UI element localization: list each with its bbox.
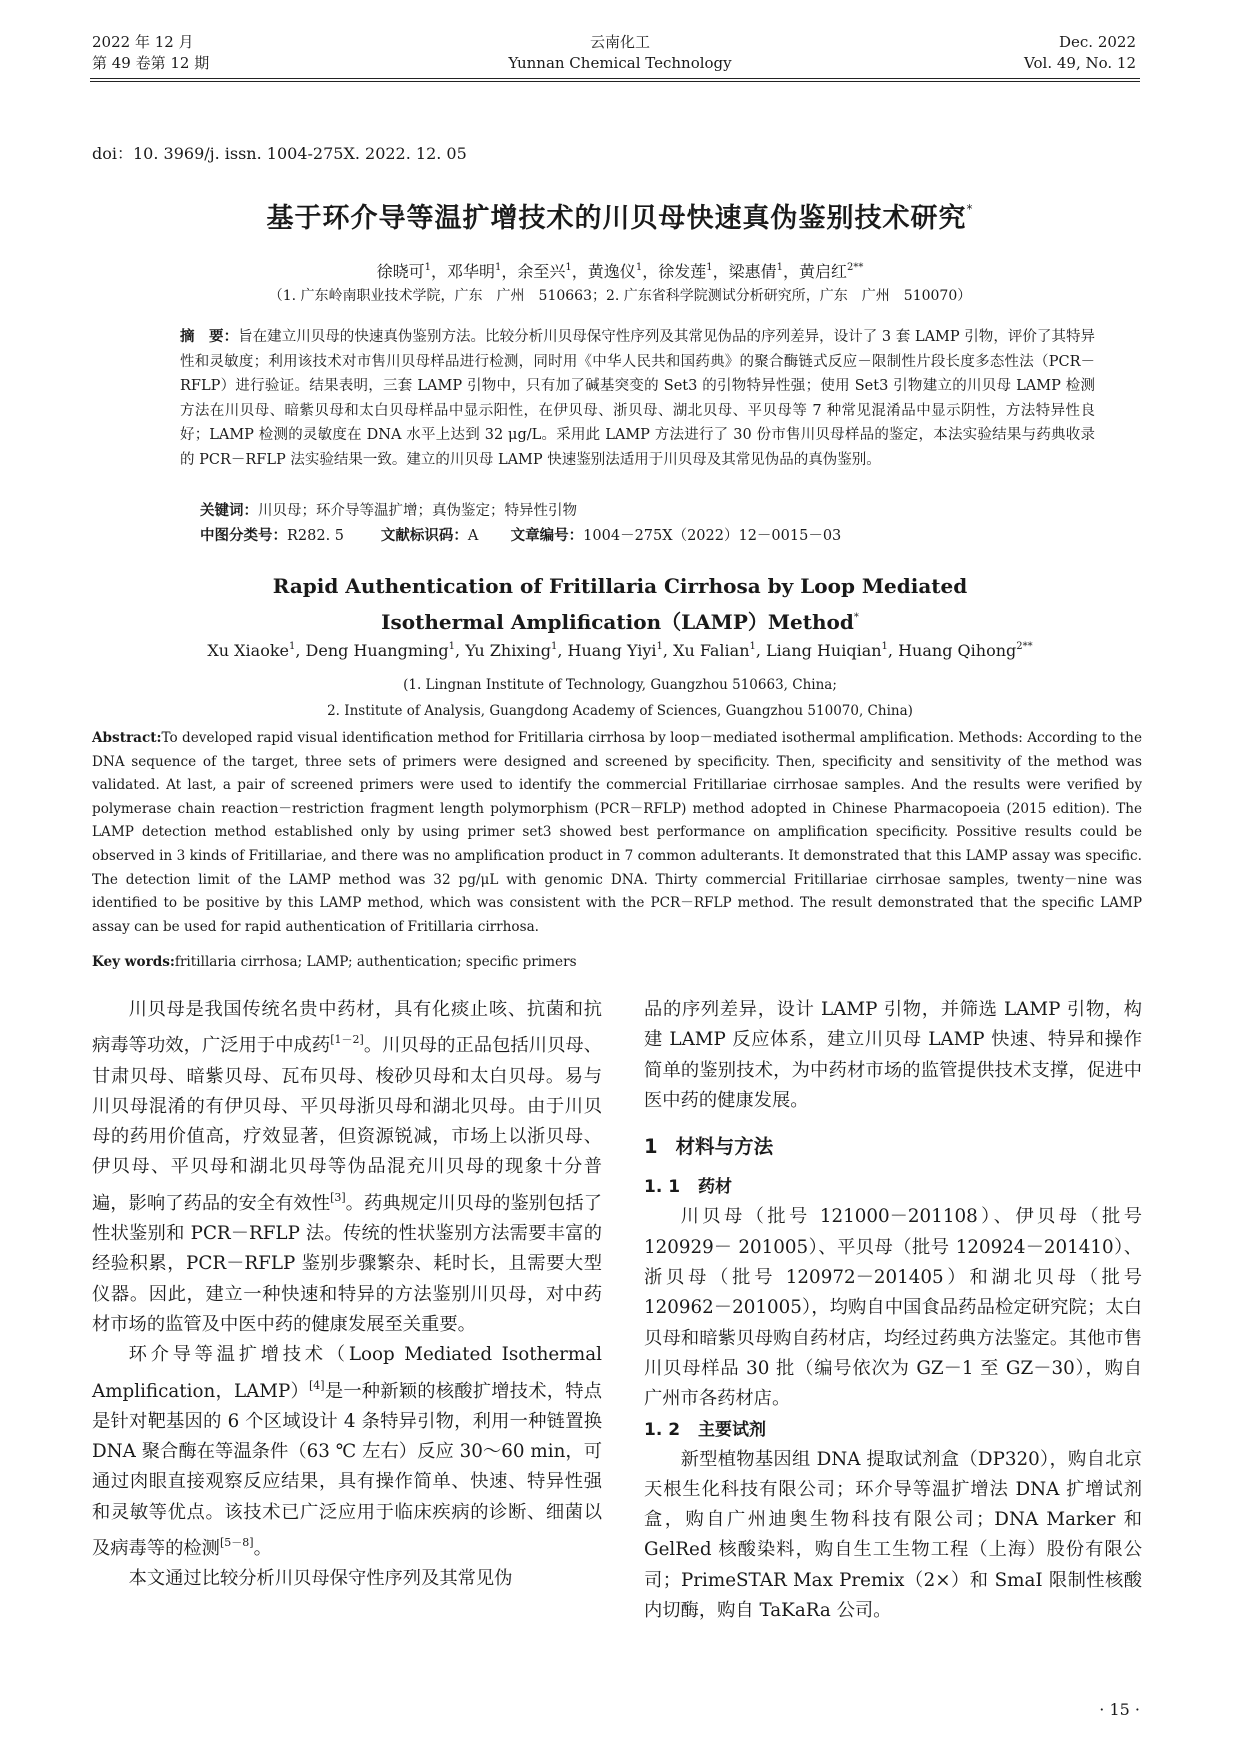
author-list-en: Xu Xiaoke$^1$, Deng Huangming$^1$, Yu Zhixing$^1$, Huang Yiyi$^1$, Xu Falian$^1$, Liang Huiqian$^1$, Huang Qihong$^{2**}$ [207,641,1033,660]
author-affiliation-mark: 1 [776,262,783,273]
page-number: · 15 · [1099,1700,1140,1719]
header-rule-double [90,81,1140,82]
author-affiliation-mark: 2** [847,262,864,273]
author-name: 徐晓可 [376,262,425,281]
author-affiliation-mark: 1 [495,262,502,273]
materials-paragraph: 川贝母（批号 121000－201108）、伊贝母（批号 120929－ 201005）、平贝母（批号 120924－201410）、浙贝母（批号 120972－201405）和湖北贝母（批号 120962－201005），均购自中国食品药品检定研究院；太白贝母和暗紫贝母购自药材店，均经过药典方法鉴定。其他市售川贝母样品 30 批（编号依次为 GZ－1 至 GZ－30），购自广州市各药材店。 [644,1206,1142,1410]
author-name: Liang Huiqian [766,641,882,660]
author-list-cn: 徐晓可$^1$，邓华明$^1$，余至兴$^1$，黄逸仪$^1$，徐发莲$^1$，梁惠倩$^1$，黄启红$^{2**}$ [376,262,864,281]
intro-p1-part-b: 。川贝母的正品包括川贝母、甘肃贝母、暗紫贝母、瓦布贝母、梭砂贝母和太白贝母。易与川贝母混淆的有伊贝母、平贝母浙贝母和湖北贝母。由于川贝母的药用价值高，疗效显著，但资源锐减，市场上以浙贝母、伊贝母、平贝母和湖北贝母等伪品混充川贝母的现象十分普遍，影响了药品的安全有效性 [92,1035,602,1214]
affiliation-en-2: 2. Institute of Analysis, Guangdong Academy of Sciences, Guangzhou 510070, China) [327,703,913,719]
keywords-en-text: fritillaria cirrhosa; LAMP; authentication; specific primers [174,954,577,970]
author-affiliation-mark: 2** [1016,641,1033,652]
author-name: Deng Huangming [305,641,449,660]
intro-p2-part-c: 。 [253,1538,272,1560]
affiliation-en-1: (1. Lingnan Institute of Technology, Guangzhou 510663, China; [403,677,837,693]
subsection-heading-1-2 [644,1415,1142,1445]
classification-line [200,524,1100,548]
author-name: 黄启红 [799,262,848,281]
paper-title-cn [0,196,1240,235]
abstract-cn-text: 旨在建立川贝母的快速真伪鉴别方法。比较分析川贝母保守性序列及其常见伪品的序列差异，设计了 3 套 LAMP 引物，评价了其特异性和灵敏度；利用该技术对市售川贝母样品进行检测，同时用《中华人民共和国药典》的聚合酶链式反应－限制性片段长度多态性法（PCR－RFLP）进行验证。结果表明，三套 LAMP 引物中，只有加了碱基突变的 Set3 的引物特异性强；使用 Set3 引物建立的川贝母 LAMP 检测方法在川贝母、暗紫贝母和太白贝母样品中显示阳性，在伊贝母、浙贝母、湖北贝母、平贝母等 7 种常见混淆品中显示阴性，方法特异性良好；LAMP 检测的灵敏度在 DNA 水平上达到 32 μg/L。采用此 LAMP 方法进行了 30 份市售川贝母样品的鉴定，本法实验结果与药典收录的 PCR－RFLP 法实验结果一致。建立的川贝母 LAMP 快速鉴别法适用于川贝母及其常见伪品的真伪鉴别。 [180,329,1095,468]
subsection-number: 1. 2 [644,1419,681,1440]
journal-name-en: Yunnan Chemical Technology [508,54,732,72]
reagents-paragraph: 新型植物基因组 DNA 提取试剂盒（DP320），购自北京天根生化科技有限公司；环介导等温扩增法 DNA 扩增试剂盒，购自广州迪奥生物科技有限公司；DNA Marker 和 GelRed 核酸染料，购自生工生物工程（上海）股份有限公司；PrimeSTAR Max Premix（2×）和 SmaI 限制性核酸内切酶，购自 TaKaRa 公司。 [644,1448,1142,1622]
author-affiliation-mark: 1 [565,262,572,273]
abstract-en-label: Abstract: [92,730,162,746]
author-affiliation-mark: 1 [289,641,296,652]
keywords-cn-label: 关键词： [200,503,258,519]
author-name: 邓华明 [446,262,495,281]
clc-value: R282. 5 [287,528,345,544]
body-column-right [644,995,1142,1626]
running-header-right [1024,32,1136,74]
author-affiliation-mark: 1 [635,262,643,273]
citation-ref: [3] [330,1190,346,1204]
doc-code-value: A [467,528,479,544]
article-number-label: 文章编号： [510,528,584,544]
author-name: Huang Yiyi [567,641,657,660]
header-date-en: Dec. 2022 [1058,33,1136,51]
subsection-title: 主要试剂 [698,1419,767,1440]
author-affiliation-mark: 1 [749,641,756,652]
section-number: 1 [644,1135,658,1159]
title-en-footnote-mark: * [853,612,859,623]
citation-ref: [1－2] [330,1033,364,1047]
clc-label: 中图分类号： [200,528,287,544]
affiliation-cn: （1. 广东岭南职业技术学院，广东 广州 510663；2. 广东省科学院测试分析研究所，广东 广州 510070） [268,288,972,304]
author-name: 梁惠倩 [728,262,777,281]
paper-title-en [0,570,1240,638]
author-affiliation-mark: 1 [448,641,456,652]
intro-p1-part-a: 川贝母是我国传统名贵中药材，具有化痰止咳、抗菌和抗病毒等功效，广泛用于中成药 [92,999,602,1057]
keywords-en [92,951,1142,975]
article-number-value: 1004－275X（2022）12－0015－03 [583,528,842,544]
section-heading-1 [644,1132,1142,1162]
author-name: Yu Zhixing [465,641,551,660]
subsection-heading-1-1 [644,1172,1142,1202]
intro-paragraph-3: 本文通过比较分析川贝母保守性序列及其常见伪 [128,1568,513,1590]
intro-p2-part-a: 环介导等温扩增技术（Loop Mediated Isothermal Amplification，LAMP） [92,1344,602,1402]
keywords-en-label: Key words: [92,954,175,970]
intro-paragraph-2 [92,1340,602,1564]
author-name: 余至兴 [517,262,566,281]
author-name: 徐发莲 [658,262,707,281]
paper-title-cn-text: 基于环介导等温扩增技术的川贝母快速真伪鉴别技术研究 [266,203,967,234]
doi-line: doi：10. 3969/j. issn. 1004-275X. 2022. 12. 05 [92,144,467,163]
abstract-en-text: To developed rapid visual identification method for Fritillaria cirrhosa by loop－mediated isothermal amplification. Methods: According to the DNA sequence of the target, three sets of primers were designed and screened by specificity. Then, specificity and sensitivity of the method was validated. At last, a pair of screened primers were used to identify the commercial Fritillariae cirrhosae samples. And the results were verified by polymerase chain reaction－restriction fragment length polymorphism (PCR－RFLP) method adopted in Chinese Pharmacopoeia (2015 edition). The LAMP detection method established only by using primer set3 showed best performance on amplification specificity. Possitive results could be observed in 3 kinds of Fritillariae, and there was no amplification product in 7 common adulterants. It demonstrated that this LAMP assay was specific. The detection limit of the LAMP method was 32 pg/μL with genomic DNA. Thirty commercial Fritillariae cirrhosae samples, twenty－nine was identified to be positive by this LAMP method, which was consistent with the PCR－RFLP method. The result demonstrated that the specific LAMP assay can be used for rapid authentication of Fritillaria cirrhosa. [92,730,1142,935]
header-volume-en: Vol. 49, No. 12 [1024,54,1136,72]
abstract-en [92,727,1142,939]
citation-ref: [5－8] [219,1536,254,1550]
paper-title-en-line1: Rapid Authentication of Fritillaria Cirrhosa by Loop Mediated [272,574,968,598]
body-column-left [92,995,602,1595]
intro-p1-part-c: 。药典规定川贝母的鉴别包括了性状鉴别和 PCR－RFLP 法。传统的性状鉴别方法需要丰富的经验积累，PCR－RFLP 鉴别步骤繁杂、耗时长，且需要大型仪器。因此，建立一种快速和特异的方法鉴别川贝母，对中药材市场的监管及中医中药的健康发展至关重要。 [92,1192,603,1335]
author-name: 黄逸仪 [587,262,636,281]
running-header-left [92,32,209,74]
header-rule [90,78,1140,79]
section-title: 材料与方法 [675,1135,774,1159]
running-header-center [420,32,820,74]
author-affiliation-mark: 1 [881,641,888,652]
intro-p2-part-b: 是一种新颖的核酸扩增技术，特点是针对靶基因的 6 个区域设计 4 条特异引物，利用一种链置换 DNA 聚合酶在等温条件（63 ℃ 左右）反应 30～60 min，可通过肉眼直接观察反应结果，具有操作简单、快速、特异性强和灵敏等优点。该技术已广泛应用于临床疾病的诊断、细菌以及病毒等的检测 [92,1380,602,1560]
author-affiliation-mark: 1 [424,262,431,273]
title-footnote-mark: * [966,202,974,216]
author-affiliation-mark: 1 [656,641,663,652]
author-name: Xu Xiaoke [207,641,289,660]
subsection-number: 1. 1 [644,1177,681,1198]
intro-paragraph-1 [92,995,602,1340]
abstract-cn [180,325,1095,473]
doc-code-label: 文献标识码： [380,528,468,544]
subsection-title: 药材 [698,1177,733,1198]
keywords-cn-text: 川贝母；环介导等温扩增；真伪鉴定；特异性引物 [258,503,577,519]
author-name: Huang Qihong [898,641,1017,660]
intro-paragraph-3-continued: 品的序列差异，设计 LAMP 引物，并筛选 LAMP 引物，构建 LAMP 反应体系，建立川贝母 LAMP 快速、特异和操作简单的鉴别技术，为中药材市场的监管提供技术支撑，促进中医中药的健康发展。 [644,999,1142,1111]
citation-ref: [4] [309,1378,325,1392]
journal-name-cn: 云南化工 [589,33,650,51]
header-date-cn: 2022 年 12 月 [92,33,194,51]
abstract-cn-label: 摘 要： [180,329,239,345]
author-name: Xu Falian [673,641,750,660]
keywords-cn [200,499,1100,523]
paper-title-en-line2: Isothermal Amplification（LAMP）Method [381,610,854,634]
author-affiliation-mark: 1 [706,262,713,273]
author-affiliation-mark: 1 [551,641,558,652]
header-volume-cn: 第 49 卷第 12 期 [92,54,210,72]
